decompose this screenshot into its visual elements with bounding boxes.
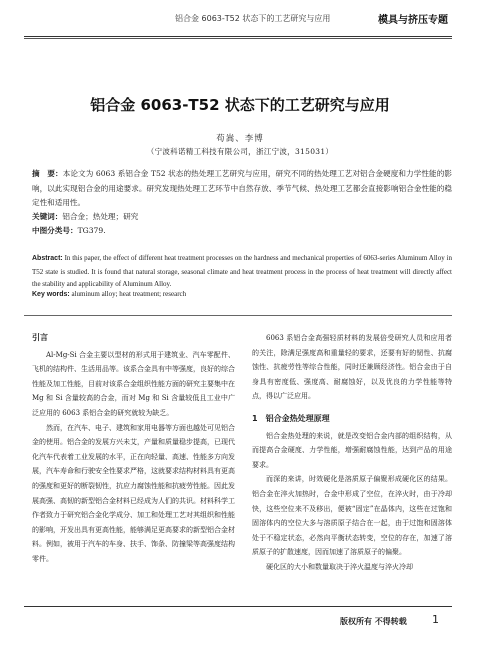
footer-divider	[24, 606, 452, 607]
intro-heading: 引言	[32, 333, 48, 342]
page-number: 1	[432, 613, 439, 626]
running-title: 铝合金 6063-T52 状态下的工艺研究与应用	[175, 14, 331, 23]
section-1-paragraph-2: 而深的来讲，时效硬化是溶质原子偏聚形成硬化区的结果。铝合金在淬火加热时，合金中形成了空位，在淬火时，由于冷却快，这些空位来不及移出，便被“固定”在晶体内，这些在过饱和固溶体内的空位大多与溶质原子结合在一起，由于过饱和固溶体处于不稳定状态，必然向平衡状态转变，空位的存在，加速了溶质原子的扩散速度，因而加速了溶质原子的偏聚。	[252, 475, 452, 557]
abstract-label: 摘 要：	[32, 169, 63, 178]
copyright-notice: 版权所有 不得转载	[340, 617, 407, 626]
abstract-divider	[24, 315, 452, 316]
article-title: 铝合金 6063-T52 状态下的工艺研究与应用	[90, 96, 390, 114]
abstract-en	[32, 252, 452, 291]
right-paragraph-1: 6063 系铝合金高强轻质材料的发展倍受研究人员和应用者的关注，除满足强度高和重量轻的要求，还要有好的韧性、抗腐蚀性、抗疲劳性等综合性能，同时还兼顾经济性。铝合金由于自身具有密度低、强度高、耐腐蚀好，以及优良的力学性能等特点，得以广泛应用。	[252, 334, 452, 401]
keywords-en-label: Key words:	[32, 291, 70, 298]
intro-paragraph-2: 然而，在汽车、电子、建筑和家用电器等方面也越处可见铝合金的使用。铝合金的发展方兴未艾，产量和质量稳步提高，已现代化汽车代表着工业发展的水平，正在向轻量、高速、性能多方向发展，汽车寿命和行驶安全性要求严格，这就要求结构材料具有更高的强度和更好的断裂韧性，抗应力腐蚀性能和抗疲劳性能。因此发展高强、高韧的新型铝合金材料已经成为人们的共识。材料科学工作者致力于研究铝合金化学成分、加工和处理工艺对其组织和性能的影响，开发出具有更高性能，能够满足更高要求的新型铝合金材料。例如，被用于汽车的车身、扶手、饰条、防撞梁等高强度结构零件。	[32, 423, 235, 563]
abstract-en-label: Abstract:	[32, 255, 63, 262]
keywords-en-text: aluminum alloy; heat treatment; research	[71, 290, 187, 298]
header-divider-thin	[24, 38, 452, 39]
classification-code: TG379.	[77, 226, 106, 235]
body-column-right	[252, 331, 452, 575]
journal-section: 模具与挤压专题	[378, 15, 448, 26]
abstract-cn-text: 本论文为 6063 系铝合金 T52 状态的热处理工艺研究与应用，研究不同的热处理工艺对铝合金硬度和力学性能的影响，以此实现铝合金的用途要求。研究发现热处理工艺环节中自然存放、季节气候、热处理工艺都会直接影响铝合金性能的稳定性和适用性。	[32, 169, 453, 207]
abstract-cn	[32, 167, 452, 211]
keywords-cn-text: 铝合金；热处理；研究	[62, 212, 139, 221]
abstract-en-text: In this paper, the effect of different heat treatment processes on the hardness and mechanical properties of 6063-series Aluminum Alloy in T52 state is studied. It is found that natural storage, seasonal climate and heat treatment process in the process of heat treatment will directly affect the stability and applicability of Aluminum Alloy.	[32, 254, 453, 289]
section-1-paragraph-3: 硬化区的大小和数量取决于淬火温度与淬火冷却	[266, 562, 413, 571]
article-authors: 苟嵩、李博	[216, 134, 264, 144]
intro-paragraph-1: Al-Mg-Si 合金主要以型材的形式用于建筑业、汽车零配件、飞机的结构件、生活用品等。该系合金具有中等强度，良好的综合性能及加工性能，目前对该系合金组织性能方面的研究主要集中在 Mg 和 Si 含量较高的合金，而对 Mg 和 Si 含量较低且工业中广泛应用的 6063 系铝合金的研究就较为缺乏。	[32, 350, 235, 417]
keywords-en	[32, 290, 186, 298]
body-column-left	[32, 331, 235, 567]
classification	[32, 225, 106, 236]
classification-label: 中图分类号：	[32, 226, 78, 235]
header-divider	[24, 36, 452, 37]
section-1-heading: 1 铝合金热处理原理	[252, 413, 330, 423]
keywords-label: 关键词：	[32, 212, 63, 221]
article-affiliation: （宁波科诺精工科技有限公司，浙江宁波，315031）	[146, 147, 334, 156]
section-1-paragraph-1: 铝合金热处理的来说，就是改变铝合金内部的组织结构，从而提高合金硬度、力学性能，增强耐腐蚀性能，达到产品的用途要求。	[252, 431, 452, 469]
keywords-cn	[32, 211, 138, 222]
